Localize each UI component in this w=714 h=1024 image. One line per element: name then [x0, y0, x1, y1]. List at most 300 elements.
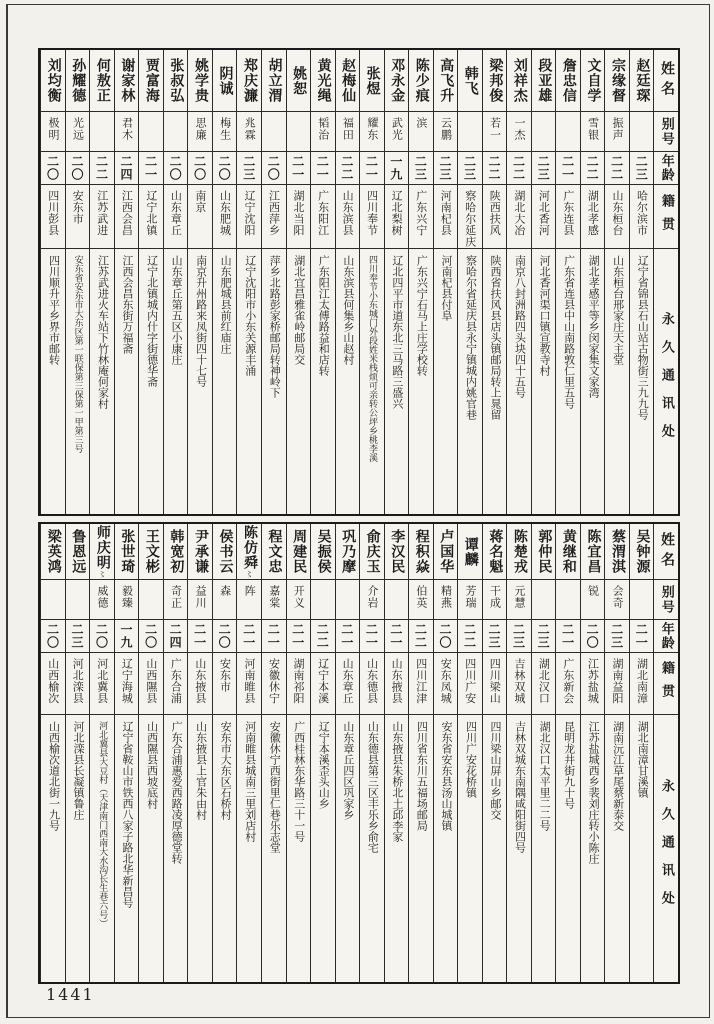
person-address: 安徽休宁西街里仁巷乐志堂: [268, 721, 282, 853]
origin-cell: [262, 653, 286, 715]
person-address: 辽北四平市道东北三马路三盛兴: [390, 255, 404, 409]
person-origin: 安徽休宁: [267, 658, 281, 704]
name-cell: [188, 524, 212, 580]
person-address: 萍乡北路彭家桥邮局转神岭下: [268, 255, 282, 398]
alias-cell: [139, 580, 163, 620]
person-origin: 湖北当阳: [292, 190, 306, 236]
entry-column: [629, 50, 654, 514]
age-cell: [336, 620, 360, 653]
address-cell: [483, 715, 507, 982]
alias-cell: [581, 112, 605, 152]
name-cell: [311, 524, 335, 580]
person-alias: 君木: [120, 117, 134, 141]
address-cell: [237, 715, 261, 982]
origin-cell: [41, 185, 65, 249]
person-origin: 江苏武进: [95, 190, 109, 236]
entry-column: [359, 524, 384, 982]
address-cell: [605, 249, 629, 514]
person-name: 陈仿舜: [242, 525, 258, 570]
person-name: 何敖正: [94, 58, 111, 103]
origin-cell: [115, 185, 139, 249]
person-name: 郑庆濂: [242, 58, 258, 103]
person-address: 江苏盐城西乡裴刘庄转小陈庄: [587, 721, 601, 864]
alias-cell: [556, 112, 580, 152]
person-alias: 奇正: [169, 585, 183, 609]
person-name: 侯书云: [217, 529, 234, 574]
origin-cell: [311, 653, 335, 715]
address-cell: [360, 715, 384, 982]
name-cell: [139, 524, 163, 580]
address-cell: [41, 715, 65, 982]
age-cell: [532, 620, 556, 653]
person-origin: 湖南益阳: [610, 658, 624, 704]
origin-cell: [237, 653, 261, 715]
entry-column: [604, 524, 629, 982]
alias-cell: [605, 112, 629, 152]
person-origin: 湖北大冶: [512, 190, 526, 236]
person-address: 河南睢县城南三里刘店村: [243, 721, 257, 842]
person-age: 二三: [511, 623, 526, 649]
name-cell: [41, 524, 65, 580]
address-cell: [237, 249, 261, 514]
name-cell: [115, 524, 139, 580]
origin-cell: [360, 653, 384, 715]
name-cell: [581, 50, 605, 112]
entry-column: [40, 50, 65, 514]
person-origin: 山西隰县: [144, 658, 158, 704]
age-cell: [188, 620, 212, 653]
person-address: 湖南沅江草尾蔡新泰交: [611, 721, 625, 831]
age-cell: [483, 152, 507, 185]
person-origin: 四川广安: [463, 658, 477, 704]
person-origin: 四川彭县: [46, 190, 60, 236]
person-origin: 安东市: [71, 190, 85, 225]
origin-cell: [139, 653, 163, 715]
address-cell: [139, 715, 163, 982]
origin-cell: [507, 185, 531, 249]
person-origin: 河北香河: [537, 190, 551, 236]
name-cell: [188, 50, 212, 112]
origin-cell: [630, 653, 654, 715]
person-age: 二一: [143, 155, 158, 181]
header-name-label: 姓名: [659, 60, 676, 101]
name-cell: [237, 50, 261, 112]
origin-cell: [556, 185, 580, 249]
entry-column: [261, 524, 286, 982]
alias-cell: [287, 580, 311, 620]
person-address: 四川梁山屏山乡邮交: [489, 721, 502, 820]
age-cell: [188, 152, 212, 185]
header-alias-label: 别号: [658, 116, 674, 147]
person-age: 二一: [290, 155, 305, 181]
address-cell: [385, 715, 409, 982]
age-cell: [507, 152, 531, 185]
age-cell: [458, 620, 482, 653]
name-cell: [41, 50, 65, 112]
age-cell: [262, 620, 286, 653]
person-age: 二二: [511, 155, 526, 181]
person-address: 南京升州路来凤街四十七号: [194, 255, 208, 387]
alias-cell: [164, 112, 188, 152]
entry-column: [138, 524, 163, 982]
person-name: 段亚雄: [536, 58, 553, 103]
age-cell: [507, 620, 531, 653]
person-name: 吴振侯: [315, 529, 332, 574]
person-alias: 干成: [488, 585, 502, 609]
origin-cell: [532, 185, 556, 249]
address-cell: [164, 249, 188, 514]
alias-cell: [262, 112, 286, 152]
address-cell: [188, 249, 212, 514]
person-origin: 广东兴宁: [414, 190, 428, 236]
alias-cell: [336, 580, 360, 620]
person-origin: 广东合浦: [169, 658, 183, 704]
person-origin: 南京: [193, 190, 207, 213]
name-cell: [507, 50, 531, 112]
person-age: 二四: [168, 623, 183, 649]
header-address: [654, 715, 678, 982]
name-cell: [630, 524, 654, 580]
person-address: 山东掖县朱桥北土邱李家: [390, 721, 404, 842]
header-alias-label: 别号: [658, 584, 674, 615]
person-address: 安东省安东县汤山城镇: [439, 721, 453, 831]
age-cell: [630, 152, 654, 185]
name-cell: [115, 50, 139, 112]
origin-cell: [311, 185, 335, 249]
entry-column: [433, 524, 458, 982]
name-cell: [409, 50, 433, 112]
age-cell: [336, 152, 360, 185]
alias-cell: [90, 112, 114, 152]
alias-cell: [409, 112, 433, 152]
header-age-label: 年龄: [658, 154, 674, 182]
header-origin: [654, 653, 678, 715]
origin-cell: [360, 185, 384, 249]
person-alias: 极明: [46, 117, 60, 141]
address-cell: [532, 249, 556, 514]
person-age: 二三: [462, 155, 477, 181]
entry-column: [335, 50, 360, 514]
address-cell: [483, 249, 507, 514]
address-cell: [630, 249, 654, 514]
name-cell: [262, 524, 286, 580]
person-name: 吴钟源: [634, 529, 651, 574]
origin-cell: [605, 653, 629, 715]
origin-cell: [115, 653, 139, 715]
address-cell: [90, 249, 114, 514]
name-cell: [385, 50, 409, 112]
age-cell: [66, 152, 90, 185]
person-origin: 山东章丘: [341, 658, 355, 704]
person-alias: 云鹏: [439, 117, 453, 141]
age-cell: [311, 620, 335, 653]
person-alias: 锐: [586, 585, 600, 597]
alias-cell: [434, 112, 458, 152]
person-age: 二〇: [45, 155, 60, 181]
person-age: 二〇: [266, 155, 281, 181]
age-cell: [287, 620, 311, 653]
person-name: 陈宜昌: [585, 529, 602, 574]
entry-column: [236, 50, 261, 514]
origin-cell: [90, 185, 114, 249]
origin-cell: [139, 185, 163, 249]
origin-cell: [287, 653, 311, 715]
age-cell: [581, 152, 605, 185]
person-origin: 察哈尔延庆: [463, 190, 477, 248]
address-cell: [336, 715, 360, 982]
person-address: 四川广安花桥镇: [464, 721, 478, 798]
person-name: 张世琦: [119, 529, 136, 574]
person-address: 湖北宜昌雅雀岭邮局交: [292, 255, 306, 365]
header-address: [654, 249, 678, 514]
header-age: [654, 152, 678, 185]
person-age: 一九: [119, 623, 134, 649]
person-address: 四川顺升平乡界市邮转: [47, 255, 61, 365]
person-origin: 安东市: [218, 658, 232, 693]
entry-column: [286, 50, 311, 514]
person-age: 二二: [462, 623, 477, 649]
person-origin: 河北滦县: [71, 658, 85, 704]
person-name: 俞庆玉: [364, 529, 381, 574]
person-alias: 精燕: [439, 585, 453, 609]
person-origin: 江西会昌: [120, 190, 134, 236]
person-address: 安东省安东市大东区第一联保第三保第一甲第三号: [72, 255, 83, 453]
origin-cell: [409, 185, 433, 249]
person-name: 郭仲民: [536, 529, 553, 574]
address-cell: [581, 249, 605, 514]
name-cell: [213, 524, 237, 580]
address-cell: [581, 715, 605, 982]
entry-column: [408, 50, 433, 514]
alias-cell: [188, 580, 212, 620]
alias-cell: [311, 112, 335, 152]
person-alias: 光远: [71, 117, 85, 141]
origin-cell: [164, 185, 188, 249]
alias-cell: [385, 580, 409, 620]
person-address: 河北滦县长凝镇鲁庄: [71, 721, 85, 820]
alias-cell: [458, 580, 482, 620]
address-cell: [409, 249, 433, 514]
entry-column: [65, 50, 90, 514]
alias-cell: [115, 112, 139, 152]
person-address: 山西榆次道北街一九号: [47, 721, 61, 831]
entry-column: [114, 50, 139, 514]
person-age: 二〇: [143, 623, 158, 649]
alias-cell: [532, 112, 556, 152]
person-age: 二三: [69, 623, 84, 649]
person-origin: 安东凤城: [439, 658, 453, 704]
entry-column: [310, 50, 335, 514]
address-cell: [213, 249, 237, 514]
age-cell: [630, 620, 654, 653]
alias-cell: [581, 580, 605, 620]
alias-cell: [287, 112, 311, 152]
person-age: 二〇: [585, 623, 600, 649]
entry-column: [163, 50, 188, 514]
person-alias: 雪银: [586, 117, 600, 141]
person-name: 程积焱: [413, 529, 430, 574]
person-name: 邓永金: [389, 58, 406, 103]
address-cell: [630, 715, 654, 982]
alias-cell: [164, 580, 188, 620]
person-age: 二二: [413, 623, 428, 649]
person-origin: 湖南祁阳: [292, 658, 306, 704]
name-cell: [605, 50, 629, 112]
header-alias: [654, 580, 678, 620]
entry-column: [506, 50, 531, 514]
header-alias: [654, 112, 678, 152]
age-cell: [213, 152, 237, 185]
name-cell: [336, 50, 360, 112]
name-cell: [164, 524, 188, 580]
person-name: 王文彬: [143, 529, 160, 574]
name-cell: [360, 524, 384, 580]
age-cell: [409, 620, 433, 653]
age-cell: [262, 152, 286, 185]
entry-column: [433, 50, 458, 514]
person-origin: 辽宁海城: [120, 658, 134, 704]
address-cell: [311, 249, 335, 514]
person-name: 黄继和: [560, 529, 577, 574]
name-cell: [532, 524, 556, 580]
person-age: 二三: [241, 155, 256, 181]
name-cell: [556, 524, 580, 580]
address-cell: [41, 249, 65, 514]
name-cell: [311, 50, 335, 112]
person-alias: 森: [218, 585, 232, 597]
person-name: 阴诚: [217, 65, 234, 96]
person-name: 高飞升: [438, 58, 455, 103]
alias-cell: [213, 580, 237, 620]
person-age: 二一: [364, 155, 379, 181]
alias-cell: [311, 580, 335, 620]
alias-cell: [532, 580, 556, 620]
person-age: 二〇: [45, 623, 60, 649]
address-cell: [287, 715, 311, 982]
person-alias: 芳瑞: [463, 585, 477, 609]
entry-column: [384, 50, 409, 514]
origin-cell: [556, 653, 580, 715]
person-origin: 河南杞县: [439, 190, 453, 236]
entry-column: [384, 524, 409, 982]
header-age: [654, 620, 678, 653]
person-age: 二三: [536, 155, 551, 181]
entry-column: [187, 50, 212, 514]
alias-cell: [630, 580, 654, 620]
address-cell: [66, 715, 90, 982]
person-address: 山东肥城县前红庙庄: [219, 255, 233, 354]
person-age: 二一: [192, 623, 207, 649]
person-origin: 辽宁沈阳: [242, 190, 256, 236]
alias-cell: [630, 112, 654, 152]
person-address: 辽宁省锦县石山站古物街三九九号: [636, 255, 650, 420]
person-origin: 江苏盐城: [586, 658, 600, 704]
origin-cell: [434, 653, 458, 715]
alias-cell: [336, 112, 360, 152]
person-origin: 四川奉节: [365, 190, 379, 236]
alias-cell: [115, 580, 139, 620]
person-address: 湖北孝感平等乡闵家集文家湾: [587, 255, 601, 398]
address-cell: [188, 715, 212, 982]
name-cell: [532, 50, 556, 112]
person-origin: 山东滨县: [341, 190, 355, 236]
person-name: 张煜: [364, 65, 381, 96]
person-address: 河北香河渠口镇宣教寺村: [538, 255, 552, 376]
person-alias: 介岩: [365, 585, 379, 609]
entry-column: [163, 524, 188, 982]
person-address: 四川省东川五福场邮局: [415, 721, 429, 831]
person-name: 陈楚戎: [511, 529, 528, 574]
name-cell: [556, 50, 580, 112]
person-address: 山东章丘四区巩家乡: [341, 721, 355, 820]
person-age: 二一: [266, 623, 281, 649]
person-name: 黄光绳: [315, 58, 332, 103]
person-name: 赵梅仙: [340, 58, 357, 103]
person-origin: 吉林双城: [512, 658, 526, 704]
name-cell: [66, 524, 90, 580]
entry-column: [555, 524, 580, 982]
alias-cell: [41, 580, 65, 620]
entry-column: [89, 524, 114, 982]
origin-cell: [409, 653, 433, 715]
person-age: 二一: [315, 155, 330, 181]
age-cell: [605, 152, 629, 185]
address-cell: [605, 715, 629, 982]
address-cell: [556, 715, 580, 982]
entry-column: [187, 524, 212, 982]
address-cell: [115, 249, 139, 514]
person-address: 广东兴宁石马上庄学校转: [415, 255, 429, 376]
entry-column: [335, 524, 360, 982]
age-cell: [434, 620, 458, 653]
age-cell: [360, 152, 384, 185]
person-origin: 辽北梨树: [390, 190, 404, 236]
person-address: 辽宁沈阳市小东关源丰涌: [243, 255, 257, 376]
person-age: 二〇: [217, 623, 232, 649]
person-alias: 振声: [611, 117, 625, 141]
address-cell: [507, 249, 531, 514]
age-cell: [458, 152, 482, 185]
entry-column: [580, 524, 605, 982]
entry-column: [604, 50, 629, 514]
person-name: 卢国华: [438, 529, 455, 574]
origin-cell: [213, 653, 237, 715]
address-cell: [434, 715, 458, 982]
person-alias: 一杰: [513, 117, 527, 141]
person-address: 广东合浦惠爱西路凌厚德堂转: [170, 721, 184, 864]
person-origin: 辽宁北镇: [144, 190, 158, 236]
name-cell: [213, 50, 237, 112]
age-cell: [605, 620, 629, 653]
person-name: 尹承谦: [192, 529, 209, 574]
person-origin: 辽宁本溪: [316, 658, 330, 704]
age-cell: [139, 152, 163, 185]
person-origin: 湖北孝感: [586, 190, 600, 236]
entry-column: [457, 524, 482, 982]
person-address: 辽宁省鞍山市铁西八家子路北华新昌号: [121, 721, 135, 908]
origin-cell: [213, 185, 237, 249]
person-address: 山东掖县上官朱由村: [194, 721, 208, 820]
alias-cell: [507, 580, 531, 620]
person-origin: 哈尔滨市: [635, 190, 649, 236]
entry-column: [65, 524, 90, 982]
person-alias: 会奇: [611, 585, 625, 609]
address-cell: [139, 249, 163, 514]
alias-cell: [90, 580, 114, 620]
address-cell: [262, 249, 286, 514]
origin-cell: [630, 185, 654, 249]
person-name: 刘均衡: [45, 58, 62, 103]
